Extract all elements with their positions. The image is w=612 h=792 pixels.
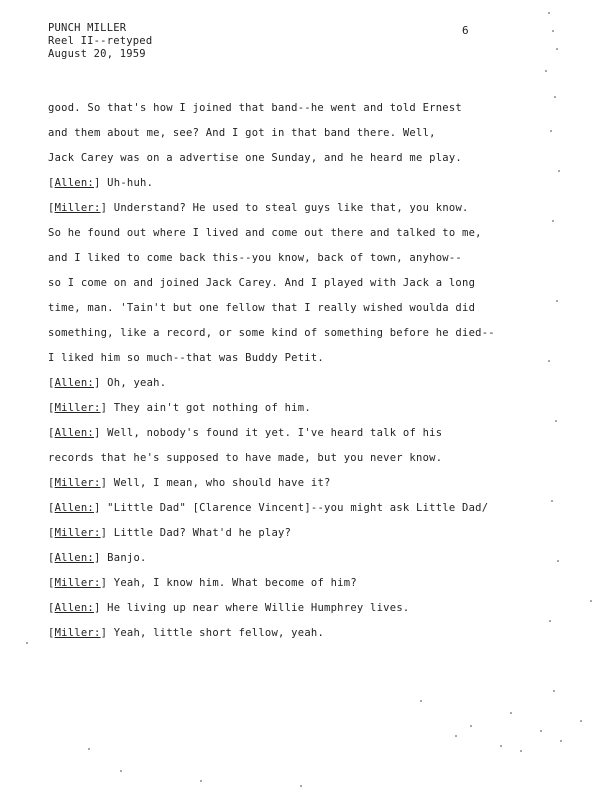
header-name: PUNCH MILLER: [48, 22, 127, 34]
speck: [553, 690, 555, 692]
line-text: Little Dad? What'd he play?: [113, 527, 292, 539]
line-text: and them about me, see? And I got in that band there. Well,: [48, 127, 436, 139]
speck: [557, 560, 559, 562]
speaker-line: [Allen:] Uh-huh.: [48, 177, 154, 189]
speck: [552, 220, 554, 222]
line-text: good. So that's how I joined that band--he went and told Ernest: [48, 102, 463, 114]
line-text: Yeah, little short fellow, yeah.: [113, 627, 325, 639]
text-line: [48, 123, 568, 148]
header-reel: Reel II--retyped: [48, 35, 153, 47]
line-text: Well, I mean, who should have it?: [113, 477, 331, 489]
speck: [455, 735, 457, 737]
speck: [560, 740, 562, 742]
line-text: Jack Carey was on a advertise one Sunday, and he heard me play.: [48, 152, 463, 164]
line-text: "Little Dad" [Clarence Vincent]--you might ask Little Dad/: [107, 502, 489, 514]
speck: [552, 30, 554, 32]
speaker-name: Allen:: [54, 502, 95, 514]
line-text: He living up near where Willie Humphrey lives.: [107, 602, 410, 614]
speck: [550, 130, 552, 132]
line-text: and I liked to come back this--you know, back of town, anyhow--: [48, 252, 463, 264]
speck: [470, 725, 472, 727]
speck: [420, 700, 422, 702]
speck: [26, 642, 28, 644]
speaker-line: [Allen:] Well, nobody's found it yet. I've heard talk of his: [48, 427, 443, 439]
speaker-name: Allen:: [54, 377, 95, 389]
speaker-line: [Miller:] Yeah, I know him. What become of him?: [48, 577, 357, 589]
speaker-name: Miller:: [54, 402, 101, 414]
speaker-name: Allen:: [54, 552, 95, 564]
line-text: Uh-huh.: [107, 177, 154, 189]
header-date: August 20, 1959: [48, 48, 146, 60]
speck: [540, 730, 542, 732]
speaker-line: [Allen:] Banjo.: [48, 552, 147, 564]
speck: [120, 770, 122, 772]
speaker-name: Miller:: [54, 577, 101, 589]
speck: [88, 748, 90, 750]
text-line: [48, 148, 568, 173]
line-text: They ain't got nothing of him.: [113, 402, 311, 414]
line-text: Oh, yeah.: [107, 377, 167, 389]
speaker-name: Allen:: [54, 177, 95, 189]
text-line: [48, 448, 568, 473]
speaker-name: Allen:: [54, 427, 95, 439]
line-text: So he found out where I lived and come out there and talked to me,: [48, 227, 482, 239]
page-number: 6: [462, 24, 469, 37]
line-text: I liked him so much--that was Buddy Petit.: [48, 352, 325, 364]
speck: [548, 12, 550, 14]
speck: [545, 70, 547, 72]
line-text: time, man. 'Tain't but one fellow that I really wished woulda did: [48, 302, 476, 314]
speck: [510, 712, 512, 714]
speck: [556, 300, 558, 302]
text-line: [48, 298, 568, 323]
speaker-name: Miller:: [54, 202, 101, 214]
speaker-line: [Allen:] Oh, yeah.: [48, 377, 167, 389]
speaker-line: [Allen:] "Little Dad" [Clarence Vincent]--you might ask Little Dad/: [48, 502, 489, 514]
speck: [554, 96, 556, 98]
text-line: [48, 98, 568, 123]
speaker-name: Allen:: [54, 602, 95, 614]
text-line: [48, 248, 568, 273]
speck: [551, 500, 553, 502]
speck: [558, 170, 560, 172]
speaker-line: [Miller:] They ain't got nothing of him.: [48, 402, 311, 414]
speck: [549, 620, 551, 622]
speaker-line: [Miller:] Well, I mean, who should have it?: [48, 477, 331, 489]
line-text: records that he's supposed to have made, but you never know.: [48, 452, 443, 464]
speck: [520, 750, 522, 752]
line-text: something, like a record, or some kind of something before he died--: [48, 327, 495, 339]
speaker-line: [Allen:] He living up near where Willie Humphrey lives.: [48, 602, 410, 614]
speck: [548, 360, 550, 362]
speaker-name: Miller:: [54, 527, 101, 539]
speck: [300, 785, 302, 787]
page-header: [48, 22, 152, 61]
speaker-line: [Miller:] Understand? He used to steal guys like that, you know.: [48, 202, 469, 214]
speck: [200, 780, 202, 782]
text-line: [48, 223, 568, 248]
speck: [590, 600, 592, 602]
speck: [555, 420, 557, 422]
speck: [556, 48, 558, 50]
transcript-body: [48, 98, 568, 648]
text-line: [48, 273, 568, 298]
speaker-name: Miller:: [54, 627, 101, 639]
speck: [580, 720, 582, 722]
speaker-line: [Miller:] Yeah, little short fellow, yeah.: [48, 627, 325, 639]
line-text: Yeah, I know him. What become of him?: [113, 577, 357, 589]
speck: [500, 745, 502, 747]
line-text: Understand? He used to steal guys like that, you know.: [113, 202, 469, 214]
line-text: so I come on and joined Jack Carey. And I played with Jack a long: [48, 277, 476, 289]
speaker-name: Miller:: [54, 477, 101, 489]
line-text: Banjo.: [107, 552, 147, 564]
text-line: [48, 323, 568, 348]
speaker-line: [Miller:] Little Dad? What'd he play?: [48, 527, 292, 539]
line-text: Well, nobody's found it yet. I've heard talk of his: [107, 427, 443, 439]
text-line: [48, 348, 568, 373]
